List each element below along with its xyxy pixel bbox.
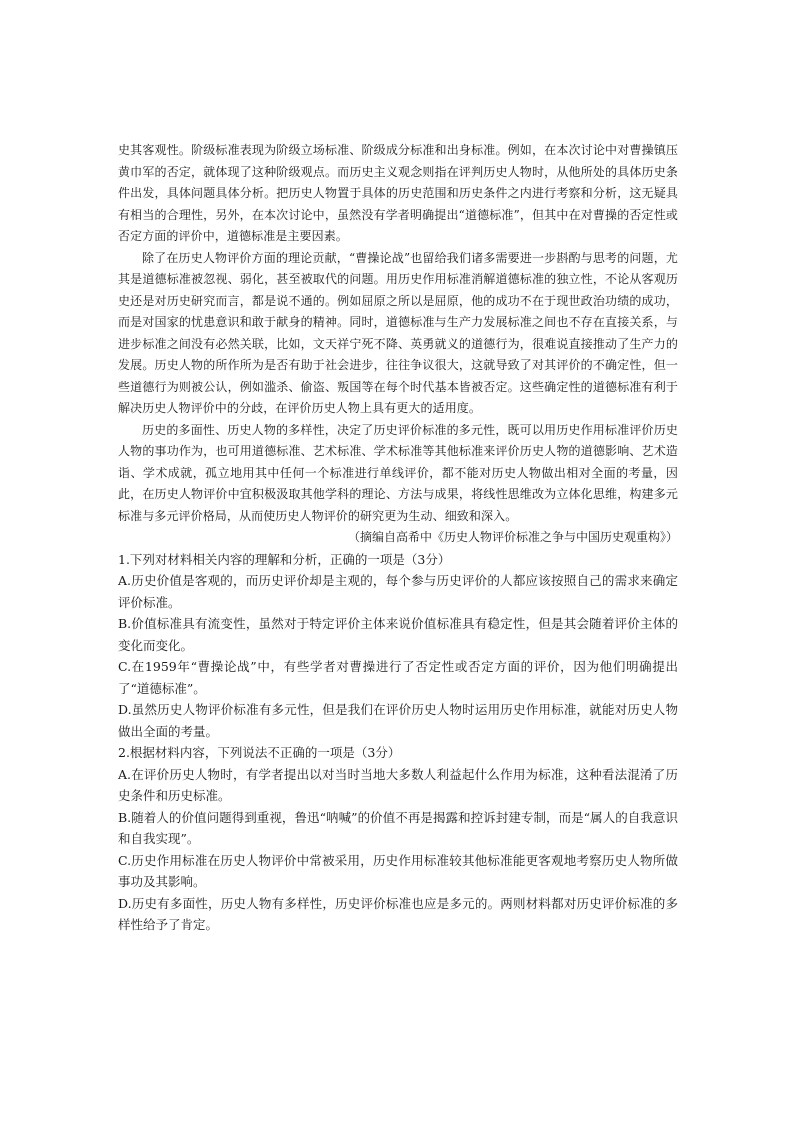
question-1-option-a: A.历史价值是客观的，而历史评价却是主观的，每个参与历史评价的人都应该按照自己的需求来确定评价标准。: [118, 573, 678, 610]
question-1: [118, 549, 678, 743]
question-2-stem: 2.根据材料内容，下列说法不正确的一项是（3分）: [118, 745, 401, 760]
question-2-option-a: A.在评价历史人物时，有学者提出以对当时当地大多数人利益起什么作用为标准，这种看法混淆了历史条件和历史标准。: [118, 766, 678, 803]
passage-paragraph-1: 史其客观性。阶级标准表现为阶级立场标准、阶级成分标准和出身标准。例如，在本次讨论中对曹操镇压黄巾军的否定，就体现了这种阶级观点。而历史主义观念则指在评判历史人物时，从他所处的具体历史条件出发，具体问题具体分析。把历史人物置于具体的历史范围和历史条件之内进行考察和分析，这无疑具有相当的合理性，另外，在本次讨论中，虽然没有学者明确提出“道德标准”，但其中在对曹操的否定性或否定方面的评价中，道德标准是主要因素。: [118, 143, 678, 243]
question-1-option-c: C.在1959年“曹操论战”中，有些学者对曹操进行了否定性或否定方面的评价，因为他们明确提出了“道德标准”。: [118, 659, 678, 696]
passage-paragraph-2: 除了在历史人物评价方面的理论贡献，“曹操论战”也留给我们诸多需要进一步斟酌与思考的问题，尤其是道德标准被忽视、弱化，甚至被取代的问题。用历史作用标准消解道德标准的独立性，不论从客观历史还是对历史研究而言，都是说不通的。例如屈原之所以是屈原，他的成功不在于现世政治功绩的成功，而是对国家的忧患意识和敢于献身的精神。同时，道德标准与生产力发展标准之间也不存在直接关系，与进步标准之间没有必然关联，比如，文天祥宁死不降、英勇就义的道德行为，很难说直接推动了生产力的发展。历史人物的所作所为是否有助于社会进步，往往争议很大，这就导致了对其评价的不确定性，但一些道德行为则被公认，例如滥杀、偷盗、叛国等在每个时代基本皆被否定。这些确定性的道德标准有利于解决历史人物评价中的分歧，在评价历史人物上具有更大的适用度。: [118, 250, 678, 415]
question-1-option-b: B.价值标准具有流变性，虽然对于特定评价主体来说价值标准具有稳定性，但是其会随着评价主体的变化而变化。: [118, 616, 678, 653]
document-page: [118, 140, 678, 936]
question-2-option-b: B.随着人的价值问题得到重视，鲁迅“呐喊”的价值不再是揭露和控诉封建专制，而是“属人的自我意识和自我实现”。: [118, 809, 678, 846]
passage-source: （摘编自高希中《历史人物评价标准之争与中国历史观重构》）: [347, 530, 678, 544]
question-2-option-c: C.历史作用标准在历史人物评价中常被采用，历史作用标准较其他标准能更客观地考察历史人物所做事功及其影响。: [118, 852, 678, 889]
passage-paragraph-3: 历史的多面性、历史人物的多样性，决定了历史评价标准的多元性，既可以用历史作用标准评价历史人物的事功作为，也可用道德标准、艺术标准、学术标准等其他标准来评价历史人物的道德影响、艺术造诣、学术成就，孤立地用其中任何一个标准进行单线评价，都不能对历史人物做出相对全面的考量，因此，在历史人物评价中宜积极汲取其他学科的理论、方法与成果，将线性思维改为立体化思维，构建多元标准与多元评价格局，从而使历史人物评价的研究更为生动、细致和深入。: [118, 422, 678, 523]
question-1-stem: 1.下列对材料相关内容的理解和分析，正确的一项是（3分）: [118, 551, 451, 567]
question-2-option-d: D.历史有多面性，历史人物有多样性，历史评价标准也应是多元的。两则材料都对历史评价标准的多样性给予了肯定。: [118, 895, 678, 932]
question-2: [118, 742, 678, 936]
question-1-option-d: D.虽然历史人物评价标准有多元性，但是我们在评价历史人物时运用历史作用标准，就能对历史人物做出全面的考量。: [118, 702, 678, 739]
